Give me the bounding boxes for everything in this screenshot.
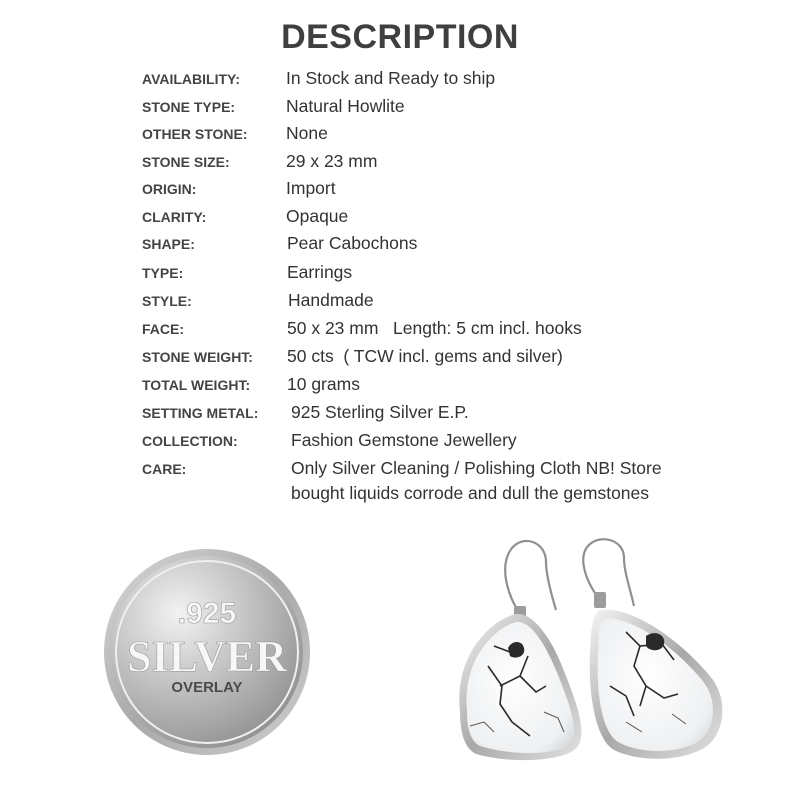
spec-row-collection — [0, 430, 800, 456]
spec-value: 925 Sterling Silver E.P. — [291, 402, 469, 422]
spec-value: 50 cts ( TCW incl. gems and silver) — [287, 346, 563, 366]
spec-row-face — [0, 318, 800, 344]
badge-line2: SILVER — [127, 632, 287, 681]
spec-label: STONE WEIGHT: — [142, 349, 253, 365]
spec-value: None — [286, 123, 328, 143]
spec-value: In Stock and Ready to ship — [286, 68, 496, 88]
spec-row-type — [0, 262, 800, 288]
spec-value: 10 grams — [287, 374, 360, 394]
spec-label: FACE: — [142, 321, 184, 337]
howlite-earrings-photo — [450, 536, 740, 798]
spec-value: Pear Cabochons — [287, 233, 418, 253]
spec-value: Natural Howlite — [286, 96, 405, 116]
spec-value: Only Silver Cleaning / Polishing Cloth NB! Store bought liquids corrode and dull the gemstones — [291, 458, 662, 503]
silver-overlay-badge — [102, 547, 312, 757]
spec-label: CARE: — [142, 461, 187, 477]
badge-line1: .925 — [177, 597, 237, 630]
spec-row-other-stone — [0, 123, 800, 149]
product-photo — [450, 536, 740, 798]
spec-label: ORIGIN: — [142, 181, 197, 197]
spec-row-stone-size — [0, 151, 800, 177]
spec-row-shape — [0, 233, 800, 259]
spec-row-total-weight — [0, 374, 800, 400]
spec-value: Import — [286, 178, 336, 198]
spec-value: Handmade — [288, 290, 374, 310]
spec-label: OTHER STONE: — [142, 126, 248, 142]
spec-row-stone-weight — [0, 346, 800, 372]
spec-value: Fashion Gemstone Jewellery — [291, 430, 517, 450]
spec-row-stone-type — [0, 96, 800, 122]
spec-row-availability — [0, 68, 800, 94]
spec-value: 50 x 23 mm Length: 5 cm incl. hooks — [287, 318, 582, 338]
spec-label: COLLECTION: — [142, 433, 238, 449]
spec-row-setting-metal — [0, 402, 800, 428]
page-title: DESCRIPTION — [281, 18, 519, 56]
spec-label: SHAPE: — [142, 236, 195, 252]
spec-row-clarity — [0, 206, 800, 232]
spec-label: CLARITY: — [142, 209, 207, 225]
spec-row-origin — [0, 178, 800, 204]
spec-value: Opaque — [286, 206, 349, 226]
badge-seal-icon — [102, 547, 312, 757]
spec-value: Earrings — [287, 262, 353, 282]
spec-label: STYLE: — [142, 293, 192, 309]
badge-line3: OVERLAY — [171, 679, 243, 696]
spec-label: STONE SIZE: — [142, 154, 230, 170]
spec-row-style — [0, 290, 800, 316]
spec-label: STONE TYPE: — [142, 99, 236, 115]
spec-row-care — [0, 458, 800, 503]
spec-label: TYPE: — [142, 265, 184, 281]
spec-label: SETTING METAL: — [142, 405, 259, 421]
spec-label: TOTAL WEIGHT: — [142, 377, 251, 393]
spec-value: 29 x 23 mm — [286, 151, 378, 171]
spec-label: AVAILABILITY: — [142, 71, 240, 87]
